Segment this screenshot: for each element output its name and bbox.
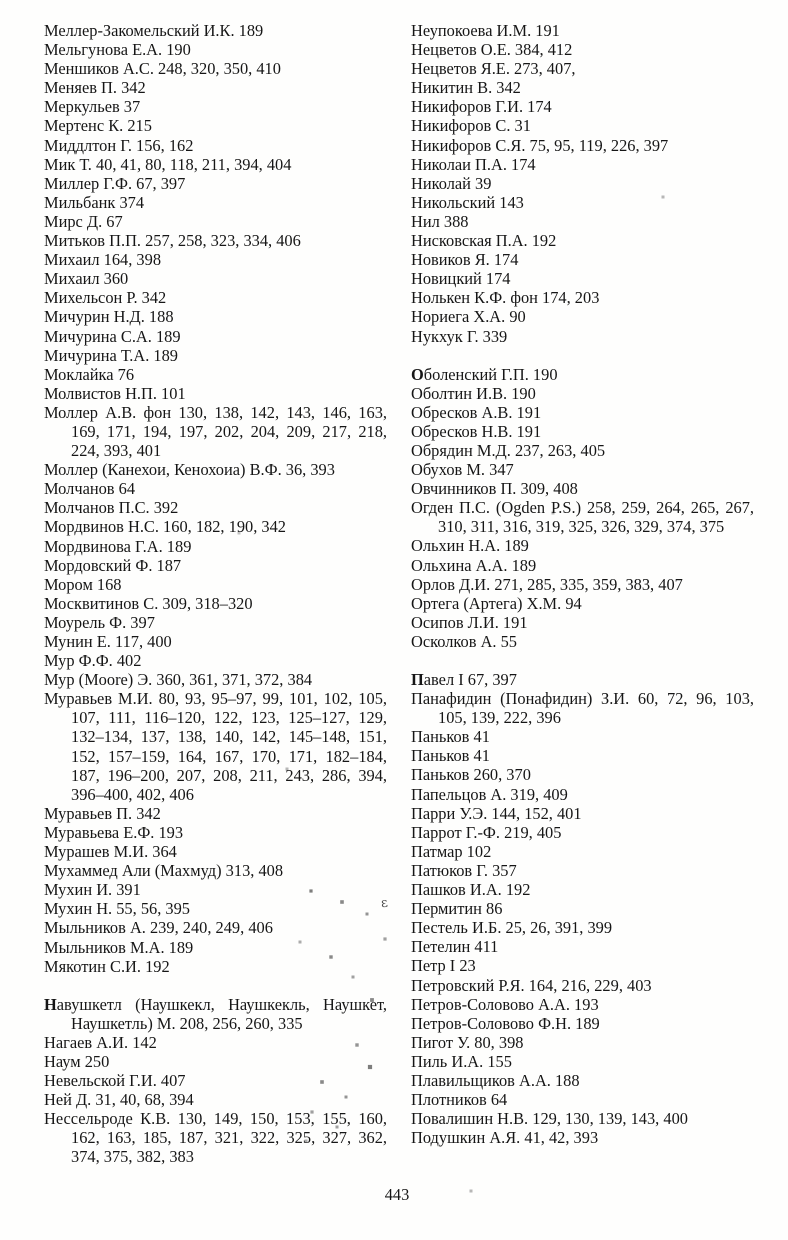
index-entry: Мичурина С.А. 189 xyxy=(44,326,181,346)
index-entry: Новиков Я. 174 xyxy=(411,250,519,270)
index-entry: Пестель И.Б. 25, 26, 391, 399 xyxy=(411,918,613,938)
index-entry: Миддлтон Г. 156, 162 xyxy=(44,135,194,155)
index-entry: Мухин И. 391 xyxy=(44,880,141,900)
index-column-right xyxy=(411,21,754,1167)
index-entry: Пиль И.А. 155 xyxy=(411,1051,512,1071)
index-entry: Мордвинова Г.А. 189 xyxy=(44,536,192,556)
index-entry: Никифоров С.Я. 75, 95, 119, 226, 397 xyxy=(411,135,669,155)
index-entry: Моурель Ф. 397 xyxy=(44,612,155,632)
index-entry: Огден П.С. (Ogden P.S.) 258, 259, 264, 265, 267, 310, 311, 316, 319, 325, 326, 329, 374, 375 xyxy=(411,498,754,537)
section-lead-letter: П xyxy=(411,670,424,689)
index-entry: Моллер А.В. фон 130, 138, 142, 143, 146, 163, 169, 171, 194, 197, 202, 204, 209, 217, 218, 224, 393, 401 xyxy=(44,402,387,461)
index-entry: Мыльников М.А. 189 xyxy=(44,937,194,957)
index-entry: Муравьев М.И. 80, 93, 95–97, 99, 101, 102, 105, 107, 111, 116–120, 122, 123, 125–127, 129, 132–134, 137, 138, 140, 142, 145–148, 151, 152, 157–159, 164, 167, 170, 171, 182–184, 187, 196–200, 207, 208, 211, 243, 286, 394, 396–400, 402, 406 xyxy=(44,689,387,804)
index-entry: Паньков 260, 370 xyxy=(411,765,531,785)
index-entry: Молчанов П.С. 392 xyxy=(44,498,179,518)
index-entry: Моклайка 76 xyxy=(44,364,135,384)
index-entry: Обресков Н.В. 191 xyxy=(411,421,542,441)
index-entry: Мирс Д. 67 xyxy=(44,211,123,231)
page-number: 443 xyxy=(384,1185,410,1204)
index-entry: Мордовский Ф. 187 xyxy=(44,555,182,575)
index-entry: Нукхук Г. 339 xyxy=(411,326,508,346)
index-entry: Нисковская П.А. 192 xyxy=(411,231,557,251)
index-entry: Навушкетл (Наушкекл, Наушкекль, Наушкет, Наушкетль) М. 208, 256, 260, 335 xyxy=(44,994,387,1033)
index-entry: Меллер-Закомельский И.К. 189 xyxy=(44,21,264,40)
index-entry: Мельгунова Е.А. 190 xyxy=(44,40,191,60)
index-entry: Мур (Moore) Э. 360, 361, 371, 372, 384 xyxy=(44,670,313,690)
index-entry: Осипов Л.И. 191 xyxy=(411,612,528,632)
index-entry: Мухин Н. 55, 56, 395 xyxy=(44,899,190,919)
index-entry: Москвитинов С. 309, 318–320 xyxy=(44,593,253,613)
index-column-left xyxy=(44,21,387,1167)
index-entry: Повалишин Н.В. 129, 130, 139, 143, 400 xyxy=(411,1109,688,1129)
index-entry: Ней Д. 31, 40, 68, 394 xyxy=(44,1090,194,1110)
index-entry: Мором 168 xyxy=(44,574,122,594)
index-entry: Нил 388 xyxy=(411,211,469,231)
index-entry: Мякотин С.И. 192 xyxy=(44,956,170,976)
index-entry: Петр I 23 xyxy=(411,956,476,976)
index-entry: Мухаммед Али (Махмуд) 313, 408 xyxy=(44,861,284,881)
index-entry: Ольхина А.А. 189 xyxy=(411,555,537,575)
index-entry: Пашков И.А. 192 xyxy=(411,880,531,900)
index-entry: Обухов М. 347 xyxy=(411,460,514,480)
index-entry: Моллер (Канехои, Кенохоиа) В.Ф. 36, 393 xyxy=(44,460,335,480)
index-entry: Меркульев 37 xyxy=(44,97,141,117)
index-entry: Ортега (Артега) Х.М. 94 xyxy=(411,593,582,613)
index-entry: Николаи П.А. 174 xyxy=(411,154,536,174)
index-entry: Никифоров Г.И. 174 xyxy=(411,97,552,117)
index-entry: Никольский 143 xyxy=(411,192,524,212)
index-entry: Павел I 67, 397 xyxy=(411,670,517,689)
index-entry: Мичурин Н.Д. 188 xyxy=(44,307,174,327)
index-entry: Муравьев П. 342 xyxy=(44,803,161,823)
index-entry: Новицкий 174 xyxy=(411,269,511,289)
index-entry: Парри У.Э. 144, 152, 401 xyxy=(411,803,582,823)
index-entry: Мертенс К. 215 xyxy=(44,116,152,136)
index-entry: Овчинников П. 309, 408 xyxy=(411,479,578,499)
index-entry: Михельсон Р. 342 xyxy=(44,288,167,308)
index-entry: Плавильщиков А.А. 188 xyxy=(411,1070,580,1090)
index-entry: Мурашев М.И. 364 xyxy=(44,842,177,862)
index-entry: Мунин Е. 117, 400 xyxy=(44,632,172,651)
index-entry: Обрядин М.Д. 237, 263, 405 xyxy=(411,440,606,460)
index-entry: Мыльников А. 239, 240, 249, 406 xyxy=(44,918,273,938)
index-entry: Мичурина Т.А. 189 xyxy=(44,345,178,365)
index-entry: Невельской Г.И. 407 xyxy=(44,1071,186,1091)
index-entry: Мур Ф.Ф. 402 xyxy=(44,651,142,671)
index-entry: Миллер Г.Ф. 67, 397 xyxy=(44,173,186,193)
index-entry: Меншиков А.С. 248, 320, 350, 410 xyxy=(44,59,281,79)
index-entry: Ольхин Н.А. 189 xyxy=(411,536,529,556)
index-entry: Оболтин И.В. 190 xyxy=(411,383,536,403)
index-entry: Нецветов О.Е. 384, 412 xyxy=(411,40,573,60)
index-entry: Нессельроде К.В. 130, 149, 150, 153, 155, 160, 162, 163, 185, 187, 321, 322, 325, 327, 362, 374, 375, 382, 383 xyxy=(44,1109,387,1167)
index-entry: Подушкин А.Я. 41, 42, 393 xyxy=(411,1128,599,1148)
index-entry: Паррот Г.-Ф. 219, 405 xyxy=(411,822,562,842)
index-entry: Патмар 102 xyxy=(411,841,492,861)
index-entry: Митьков П.П. 257, 258, 323, 334, 406 xyxy=(44,231,301,251)
index-entry: Молвистов Н.П. 101 xyxy=(44,383,186,403)
index-entry: Плотников 64 xyxy=(411,1090,508,1110)
index-entry: Нецветов Я.Е. 273, 407, xyxy=(411,59,576,79)
index-entry: Паньков 41 xyxy=(411,746,490,766)
index-entry: Мильбанк 374 xyxy=(44,192,145,212)
index-entry: Паньков 41 xyxy=(411,727,490,747)
index-entry: Осколков А. 55 xyxy=(411,631,517,651)
index-entry: Петров-Соловово Ф.Н. 189 xyxy=(411,1013,600,1033)
index-entry: Папельцов А. 319, 409 xyxy=(411,784,568,804)
index-entry: Панафидин (Понафидин) З.И. 60, 72, 96, 103, 105, 139, 222, 396 xyxy=(411,689,754,728)
index-entry: Никитин В. 342 xyxy=(411,78,521,98)
index-entry: Меняев П. 342 xyxy=(44,78,146,98)
index-entry: Мик Т. 40, 41, 80, 118, 211, 394, 404 xyxy=(44,154,292,174)
index-entry: Петелин 411 xyxy=(411,937,499,957)
scan-noise xyxy=(0,0,2,2)
index-entry: Патюков Г. 357 xyxy=(411,860,517,880)
index-entry: Молчанов 64 xyxy=(44,479,136,499)
index-entry: Нолькен К.Ф. фон 174, 203 xyxy=(411,288,600,308)
index-entry: Николай 39 xyxy=(411,173,492,193)
section-lead-letter: Н xyxy=(44,994,57,1014)
index-entry: Орлов Д.И. 271, 285, 335, 359, 383, 407 xyxy=(411,574,683,594)
index-entry: Пигот У. 80, 398 xyxy=(411,1032,524,1052)
index-entry: Петров-Соловово А.А. 193 xyxy=(411,994,599,1014)
index-entry: Обресков А.В. 191 xyxy=(411,402,542,422)
index-entry: Мордвинов Н.С. 160, 182, 190, 342 xyxy=(44,517,286,537)
index-entry: Нориега Х.А. 90 xyxy=(411,307,526,327)
index-entry: Нагаев А.И. 142 xyxy=(44,1032,157,1052)
index-entry: Петровский Р.Я. 164, 216, 229, 403 xyxy=(411,975,652,995)
section-lead-letter: О xyxy=(411,364,424,384)
index-entry: Оболенский Г.П. 190 xyxy=(411,364,558,384)
index-entry: Муравьева Е.Ф. 193 xyxy=(44,822,184,842)
index-entry: Неупокоева И.М. 191 xyxy=(411,21,560,40)
index-entry: Михаил 360 xyxy=(44,269,129,289)
index-entry: Михаил 164, 398 xyxy=(44,250,162,270)
index-entry: Никифоров С. 31 xyxy=(411,116,531,136)
index-entry: Наум 250 xyxy=(44,1051,110,1071)
index-entry: Пермитин 86 xyxy=(411,899,503,919)
scan-artifact-mark: ε xyxy=(379,895,389,912)
